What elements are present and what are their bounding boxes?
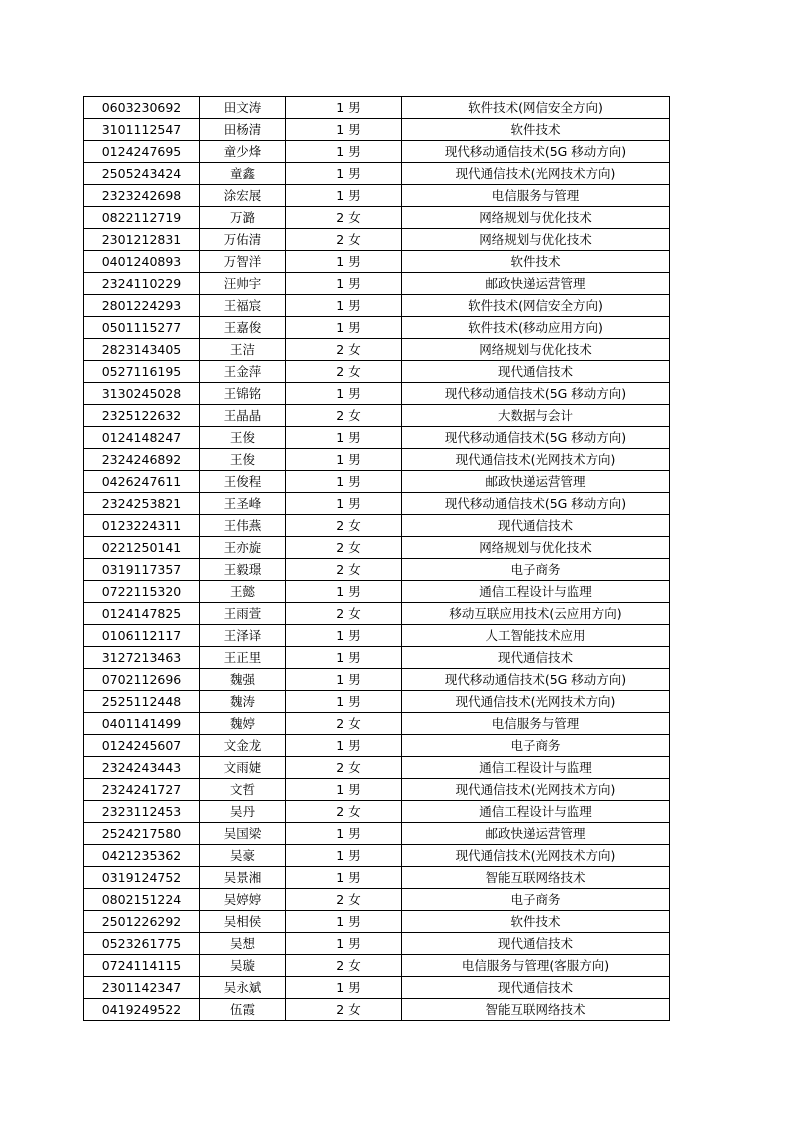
student-name-cell: 王晶晶 bbox=[200, 405, 286, 427]
student-name-cell: 田杨清 bbox=[200, 119, 286, 141]
gender-code: 1 bbox=[336, 254, 345, 269]
table-row bbox=[84, 119, 670, 141]
student-name-cell: 吴璇 bbox=[200, 955, 286, 977]
gender-label: 男 bbox=[348, 166, 361, 181]
gender-cell bbox=[286, 933, 402, 955]
student-id-cell: 2501226292 bbox=[84, 911, 200, 933]
student-name-cell: 王金萍 bbox=[200, 361, 286, 383]
gender-cell bbox=[286, 163, 402, 185]
student-name-cell: 伍霞 bbox=[200, 999, 286, 1021]
gender-code: 2 bbox=[336, 1002, 345, 1017]
major-cell: 网络规划与优化技术 bbox=[402, 229, 670, 251]
major-cell: 现代移动通信技术(5G 移动方向) bbox=[402, 669, 670, 691]
gender-label: 女 bbox=[348, 1002, 361, 1017]
student-id-cell: 0401240893 bbox=[84, 251, 200, 273]
table-row bbox=[84, 361, 670, 383]
major-cell: 软件技术 bbox=[402, 119, 670, 141]
gender-cell bbox=[286, 229, 402, 251]
major-cell: 现代移动通信技术(5G 移动方向) bbox=[402, 141, 670, 163]
gender-cell bbox=[286, 647, 402, 669]
student-id-cell: 0426247611 bbox=[84, 471, 200, 493]
gender-code: 2 bbox=[336, 760, 345, 775]
table-row bbox=[84, 185, 670, 207]
gender-code: 2 bbox=[336, 716, 345, 731]
gender-cell bbox=[286, 339, 402, 361]
major-cell: 现代通信技术 bbox=[402, 977, 670, 999]
gender-cell bbox=[286, 669, 402, 691]
major-cell: 网络规划与优化技术 bbox=[402, 207, 670, 229]
roster-table bbox=[83, 96, 670, 1021]
gender-cell bbox=[286, 537, 402, 559]
table-row bbox=[84, 559, 670, 581]
major-cell: 通信工程设计与监理 bbox=[402, 801, 670, 823]
student-name-cell: 文雨婕 bbox=[200, 757, 286, 779]
table-row bbox=[84, 339, 670, 361]
major-cell: 电子商务 bbox=[402, 735, 670, 757]
gender-cell bbox=[286, 603, 402, 625]
student-name-cell: 吴国梁 bbox=[200, 823, 286, 845]
gender-code: 1 bbox=[336, 738, 345, 753]
student-name-cell: 王雨萱 bbox=[200, 603, 286, 625]
student-id-cell: 2323242698 bbox=[84, 185, 200, 207]
major-cell: 现代通信技术(光网技术方向) bbox=[402, 449, 670, 471]
student-id-cell: 0319117357 bbox=[84, 559, 200, 581]
student-id-cell: 0702112696 bbox=[84, 669, 200, 691]
gender-cell bbox=[286, 471, 402, 493]
student-name-cell: 童鑫 bbox=[200, 163, 286, 185]
major-cell: 现代通信技术(光网技术方向) bbox=[402, 845, 670, 867]
gender-cell bbox=[286, 361, 402, 383]
gender-code: 1 bbox=[336, 694, 345, 709]
table-row bbox=[84, 669, 670, 691]
gender-label: 男 bbox=[348, 320, 361, 335]
gender-label: 男 bbox=[348, 936, 361, 951]
gender-cell bbox=[286, 867, 402, 889]
table-row bbox=[84, 427, 670, 449]
gender-label: 男 bbox=[348, 430, 361, 445]
roster-body bbox=[84, 97, 670, 1021]
gender-code: 1 bbox=[336, 584, 345, 599]
student-name-cell: 涂宏展 bbox=[200, 185, 286, 207]
gender-cell bbox=[286, 889, 402, 911]
student-id-cell: 0421235362 bbox=[84, 845, 200, 867]
major-cell: 网络规划与优化技术 bbox=[402, 537, 670, 559]
table-row bbox=[84, 713, 670, 735]
gender-code: 1 bbox=[336, 320, 345, 335]
student-id-cell: 0106112117 bbox=[84, 625, 200, 647]
gender-cell bbox=[286, 713, 402, 735]
table-row bbox=[84, 933, 670, 955]
gender-label: 男 bbox=[348, 100, 361, 115]
student-id-cell: 0419249522 bbox=[84, 999, 200, 1021]
gender-code: 1 bbox=[336, 276, 345, 291]
student-name-cell: 王锦铭 bbox=[200, 383, 286, 405]
student-name-cell: 王亦旋 bbox=[200, 537, 286, 559]
table-row bbox=[84, 977, 670, 999]
student-id-cell: 3130245028 bbox=[84, 383, 200, 405]
gender-cell bbox=[286, 691, 402, 713]
student-name-cell: 万佑清 bbox=[200, 229, 286, 251]
gender-code: 1 bbox=[336, 298, 345, 313]
gender-label: 女 bbox=[348, 606, 361, 621]
student-id-cell: 0822112719 bbox=[84, 207, 200, 229]
table-row bbox=[84, 625, 670, 647]
gender-code: 2 bbox=[336, 210, 345, 225]
table-row bbox=[84, 603, 670, 625]
major-cell: 软件技术(移动应用方向) bbox=[402, 317, 670, 339]
gender-code: 2 bbox=[336, 804, 345, 819]
gender-cell bbox=[286, 779, 402, 801]
gender-cell bbox=[286, 911, 402, 933]
gender-code: 2 bbox=[336, 364, 345, 379]
gender-label: 女 bbox=[348, 408, 361, 423]
table-row bbox=[84, 229, 670, 251]
gender-label: 女 bbox=[348, 562, 361, 577]
student-id-cell: 3101112547 bbox=[84, 119, 200, 141]
student-name-cell: 吴永斌 bbox=[200, 977, 286, 999]
major-cell: 软件技术(网信安全方向) bbox=[402, 295, 670, 317]
gender-cell bbox=[286, 493, 402, 515]
student-id-cell: 2505243424 bbox=[84, 163, 200, 185]
student-name-cell: 吴相侯 bbox=[200, 911, 286, 933]
major-cell: 电信服务与管理(客服方向) bbox=[402, 955, 670, 977]
table-row bbox=[84, 581, 670, 603]
student-id-cell: 0603230692 bbox=[84, 97, 200, 119]
major-cell: 软件技术(网信安全方向) bbox=[402, 97, 670, 119]
gender-label: 男 bbox=[348, 144, 361, 159]
student-id-cell: 2324110229 bbox=[84, 273, 200, 295]
gender-cell bbox=[286, 141, 402, 163]
table-row bbox=[84, 889, 670, 911]
gender-cell bbox=[286, 515, 402, 537]
gender-cell bbox=[286, 625, 402, 647]
gender-label: 男 bbox=[348, 650, 361, 665]
major-cell: 通信工程设计与监理 bbox=[402, 581, 670, 603]
major-cell: 现代移动通信技术(5G 移动方向) bbox=[402, 383, 670, 405]
major-cell: 现代通信技术(光网技术方向) bbox=[402, 691, 670, 713]
gender-cell bbox=[286, 735, 402, 757]
gender-label: 男 bbox=[348, 474, 361, 489]
gender-cell bbox=[286, 581, 402, 603]
table-row bbox=[84, 493, 670, 515]
student-id-cell: 2301212831 bbox=[84, 229, 200, 251]
major-cell: 人工智能技术应用 bbox=[402, 625, 670, 647]
table-row bbox=[84, 163, 670, 185]
table-row bbox=[84, 273, 670, 295]
major-cell: 邮政快递运营管理 bbox=[402, 823, 670, 845]
student-name-cell: 王福宸 bbox=[200, 295, 286, 317]
student-id-cell: 2823143405 bbox=[84, 339, 200, 361]
major-cell: 现代移动通信技术(5G 移动方向) bbox=[402, 493, 670, 515]
major-cell: 软件技术 bbox=[402, 251, 670, 273]
gender-label: 男 bbox=[348, 980, 361, 995]
gender-label: 男 bbox=[348, 276, 361, 291]
gender-label: 女 bbox=[348, 958, 361, 973]
gender-code: 1 bbox=[336, 122, 345, 137]
major-cell: 现代通信技术 bbox=[402, 361, 670, 383]
gender-cell bbox=[286, 801, 402, 823]
gender-code: 2 bbox=[336, 342, 345, 357]
gender-cell bbox=[286, 823, 402, 845]
table-row bbox=[84, 999, 670, 1021]
major-cell: 现代通信技术(光网技术方向) bbox=[402, 779, 670, 801]
gender-label: 男 bbox=[348, 672, 361, 687]
student-id-cell: 2801224293 bbox=[84, 295, 200, 317]
gender-cell bbox=[286, 273, 402, 295]
gender-code: 1 bbox=[336, 848, 345, 863]
student-id-cell: 0527116195 bbox=[84, 361, 200, 383]
table-row bbox=[84, 383, 670, 405]
student-id-cell: 0722115320 bbox=[84, 581, 200, 603]
table-row bbox=[84, 955, 670, 977]
student-name-cell: 文哲 bbox=[200, 779, 286, 801]
student-id-cell: 2524217580 bbox=[84, 823, 200, 845]
student-id-cell: 2323112453 bbox=[84, 801, 200, 823]
major-cell: 邮政快递运营管理 bbox=[402, 273, 670, 295]
table-row bbox=[84, 251, 670, 273]
gender-code: 1 bbox=[336, 144, 345, 159]
gender-code: 1 bbox=[336, 870, 345, 885]
major-cell: 现代通信技术 bbox=[402, 515, 670, 537]
student-id-cell: 2324246892 bbox=[84, 449, 200, 471]
student-name-cell: 王俊 bbox=[200, 427, 286, 449]
table-row bbox=[84, 867, 670, 889]
major-cell: 邮政快递运营管理 bbox=[402, 471, 670, 493]
gender-cell bbox=[286, 97, 402, 119]
gender-label: 男 bbox=[348, 782, 361, 797]
major-cell: 智能互联网络技术 bbox=[402, 999, 670, 1021]
gender-label: 女 bbox=[348, 210, 361, 225]
major-cell: 现代移动通信技术(5G 移动方向) bbox=[402, 427, 670, 449]
gender-code: 1 bbox=[336, 980, 345, 995]
student-name-cell: 魏强 bbox=[200, 669, 286, 691]
table-row bbox=[84, 647, 670, 669]
gender-cell bbox=[286, 845, 402, 867]
student-id-cell: 3127213463 bbox=[84, 647, 200, 669]
table-row bbox=[84, 823, 670, 845]
gender-label: 女 bbox=[348, 232, 361, 247]
gender-cell bbox=[286, 999, 402, 1021]
student-name-cell: 魏婷 bbox=[200, 713, 286, 735]
gender-label: 男 bbox=[348, 584, 361, 599]
gender-label: 男 bbox=[348, 826, 361, 841]
major-cell: 电子商务 bbox=[402, 559, 670, 581]
major-cell: 智能互联网络技术 bbox=[402, 867, 670, 889]
student-name-cell: 吴婷婷 bbox=[200, 889, 286, 911]
table-row bbox=[84, 207, 670, 229]
student-id-cell: 0123224311 bbox=[84, 515, 200, 537]
gender-code: 1 bbox=[336, 496, 345, 511]
gender-label: 女 bbox=[348, 364, 361, 379]
gender-cell bbox=[286, 427, 402, 449]
gender-label: 男 bbox=[348, 122, 361, 137]
student-name-cell: 王毅璟 bbox=[200, 559, 286, 581]
gender-label: 女 bbox=[348, 892, 361, 907]
gender-code: 1 bbox=[336, 166, 345, 181]
gender-code: 1 bbox=[336, 100, 345, 115]
gender-cell bbox=[286, 251, 402, 273]
gender-cell bbox=[286, 559, 402, 581]
table-row bbox=[84, 691, 670, 713]
gender-code: 2 bbox=[336, 892, 345, 907]
gender-label: 男 bbox=[348, 298, 361, 313]
table-row bbox=[84, 515, 670, 537]
student-name-cell: 吴想 bbox=[200, 933, 286, 955]
student-id-cell: 0124147825 bbox=[84, 603, 200, 625]
gender-code: 1 bbox=[336, 650, 345, 665]
gender-label: 男 bbox=[348, 694, 361, 709]
gender-label: 男 bbox=[348, 386, 361, 401]
student-id-cell: 0523261775 bbox=[84, 933, 200, 955]
student-id-cell: 2324241727 bbox=[84, 779, 200, 801]
student-name-cell: 王正里 bbox=[200, 647, 286, 669]
student-name-cell: 王洁 bbox=[200, 339, 286, 361]
major-cell: 软件技术 bbox=[402, 911, 670, 933]
gender-cell bbox=[286, 955, 402, 977]
student-id-cell: 2324253821 bbox=[84, 493, 200, 515]
student-name-cell: 王俊 bbox=[200, 449, 286, 471]
gender-code: 1 bbox=[336, 936, 345, 951]
student-id-cell: 0124148247 bbox=[84, 427, 200, 449]
gender-cell bbox=[286, 185, 402, 207]
gender-label: 男 bbox=[348, 496, 361, 511]
student-id-cell: 2301142347 bbox=[84, 977, 200, 999]
table-row bbox=[84, 97, 670, 119]
student-id-cell: 0124245607 bbox=[84, 735, 200, 757]
gender-label: 女 bbox=[348, 804, 361, 819]
table-row bbox=[84, 757, 670, 779]
major-cell: 大数据与会计 bbox=[402, 405, 670, 427]
table-row bbox=[84, 911, 670, 933]
gender-code: 1 bbox=[336, 386, 345, 401]
gender-code: 1 bbox=[336, 452, 345, 467]
gender-code: 1 bbox=[336, 782, 345, 797]
table-row bbox=[84, 779, 670, 801]
student-id-cell: 0802151224 bbox=[84, 889, 200, 911]
student-name-cell: 田文涛 bbox=[200, 97, 286, 119]
gender-label: 女 bbox=[348, 716, 361, 731]
student-name-cell: 王泽译 bbox=[200, 625, 286, 647]
gender-label: 女 bbox=[348, 342, 361, 357]
table-row bbox=[84, 449, 670, 471]
student-id-cell: 0319124752 bbox=[84, 867, 200, 889]
gender-label: 男 bbox=[348, 848, 361, 863]
gender-code: 1 bbox=[336, 826, 345, 841]
student-id-cell: 0124247695 bbox=[84, 141, 200, 163]
major-cell: 通信工程设计与监理 bbox=[402, 757, 670, 779]
gender-code: 2 bbox=[336, 606, 345, 621]
gender-label: 女 bbox=[348, 760, 361, 775]
gender-code: 2 bbox=[336, 540, 345, 555]
gender-label: 女 bbox=[348, 540, 361, 555]
student-name-cell: 汪帅宇 bbox=[200, 273, 286, 295]
student-id-cell: 0401141499 bbox=[84, 713, 200, 735]
gender-code: 2 bbox=[336, 408, 345, 423]
major-cell: 电子商务 bbox=[402, 889, 670, 911]
gender-cell bbox=[286, 207, 402, 229]
student-id-cell: 2525112448 bbox=[84, 691, 200, 713]
gender-label: 男 bbox=[348, 452, 361, 467]
table-row bbox=[84, 405, 670, 427]
major-cell: 现代通信技术 bbox=[402, 933, 670, 955]
major-cell: 现代通信技术(光网技术方向) bbox=[402, 163, 670, 185]
gender-code: 2 bbox=[336, 562, 345, 577]
student-name-cell: 童少烽 bbox=[200, 141, 286, 163]
gender-label: 男 bbox=[348, 738, 361, 753]
student-name-cell: 王懿 bbox=[200, 581, 286, 603]
student-id-cell: 2325122632 bbox=[84, 405, 200, 427]
student-name-cell: 王圣峰 bbox=[200, 493, 286, 515]
gender-label: 男 bbox=[348, 254, 361, 269]
student-id-cell: 2324243443 bbox=[84, 757, 200, 779]
table-row bbox=[84, 537, 670, 559]
student-name-cell: 吴景湘 bbox=[200, 867, 286, 889]
major-cell: 网络规划与优化技术 bbox=[402, 339, 670, 361]
gender-code: 1 bbox=[336, 430, 345, 445]
gender-label: 男 bbox=[348, 914, 361, 929]
major-cell: 现代通信技术 bbox=[402, 647, 670, 669]
student-name-cell: 吴丹 bbox=[200, 801, 286, 823]
gender-code: 1 bbox=[336, 188, 345, 203]
table-row bbox=[84, 141, 670, 163]
major-cell: 电信服务与管理 bbox=[402, 185, 670, 207]
table-row bbox=[84, 295, 670, 317]
table-row bbox=[84, 801, 670, 823]
table-row bbox=[84, 845, 670, 867]
table-row bbox=[84, 471, 670, 493]
student-name-cell: 万潞 bbox=[200, 207, 286, 229]
gender-label: 女 bbox=[348, 518, 361, 533]
table-row bbox=[84, 317, 670, 339]
student-name-cell: 王嘉俊 bbox=[200, 317, 286, 339]
gender-code: 1 bbox=[336, 474, 345, 489]
gender-cell bbox=[286, 449, 402, 471]
gender-code: 2 bbox=[336, 232, 345, 247]
gender-cell bbox=[286, 383, 402, 405]
student-name-cell: 王俊程 bbox=[200, 471, 286, 493]
student-name-cell: 万智洋 bbox=[200, 251, 286, 273]
gender-cell bbox=[286, 757, 402, 779]
gender-cell bbox=[286, 405, 402, 427]
student-name-cell: 魏涛 bbox=[200, 691, 286, 713]
gender-cell bbox=[286, 295, 402, 317]
gender-label: 男 bbox=[348, 628, 361, 643]
gender-label: 男 bbox=[348, 870, 361, 885]
student-id-cell: 0221250141 bbox=[84, 537, 200, 559]
student-id-cell: 0501115277 bbox=[84, 317, 200, 339]
gender-code: 1 bbox=[336, 628, 345, 643]
major-cell: 移动互联应用技术(云应用方向) bbox=[402, 603, 670, 625]
major-cell: 电信服务与管理 bbox=[402, 713, 670, 735]
gender-code: 2 bbox=[336, 518, 345, 533]
gender-label: 男 bbox=[348, 188, 361, 203]
gender-cell bbox=[286, 977, 402, 999]
student-name-cell: 文金龙 bbox=[200, 735, 286, 757]
gender-code: 2 bbox=[336, 958, 345, 973]
gender-cell bbox=[286, 119, 402, 141]
student-name-cell: 王伟燕 bbox=[200, 515, 286, 537]
gender-code: 1 bbox=[336, 672, 345, 687]
student-id-cell: 0724114115 bbox=[84, 955, 200, 977]
gender-cell bbox=[286, 317, 402, 339]
table-row bbox=[84, 735, 670, 757]
gender-code: 1 bbox=[336, 914, 345, 929]
student-name-cell: 吴豪 bbox=[200, 845, 286, 867]
